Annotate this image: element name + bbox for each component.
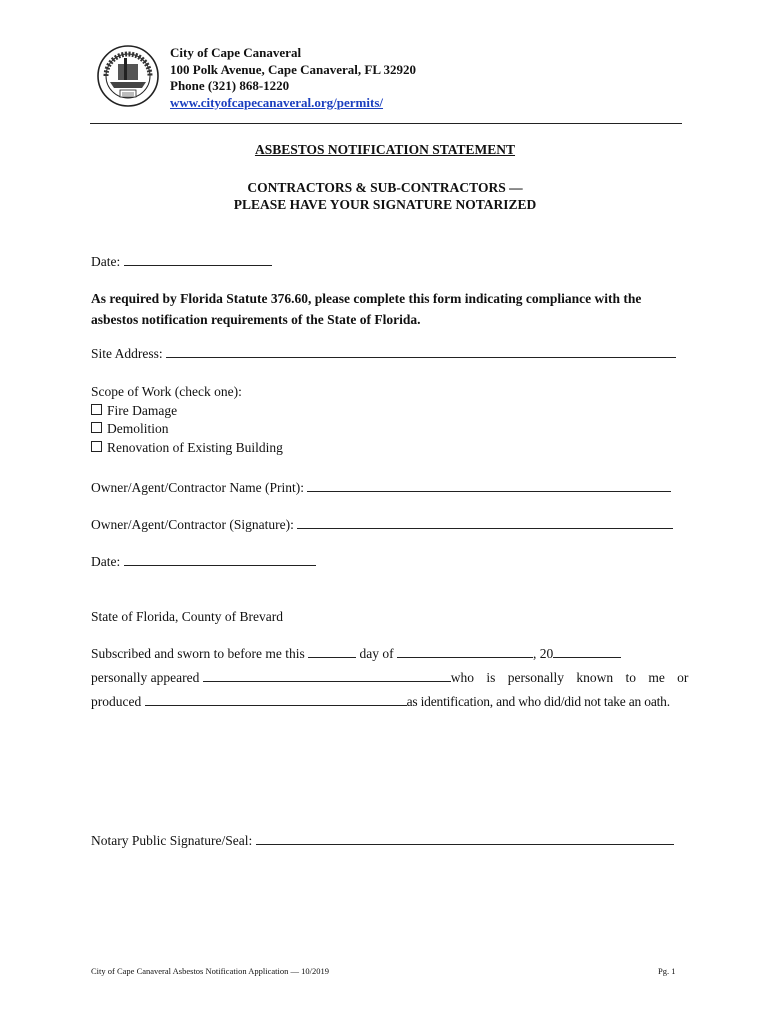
scope-option-demolition[interactable] <box>91 421 169 437</box>
owner-name-label: Owner/Agent/Contractor Name (Print): <box>91 480 304 495</box>
scope-option-renovation[interactable] <box>91 440 283 456</box>
state-county: State of Florida, County of Brevard <box>91 609 283 624</box>
org-address: 100 Polk Avenue, Cape Canaveral, FL 32920 <box>170 61 417 77</box>
known-text: who is personally known to me or <box>450 670 689 685</box>
site-address-field[interactable] <box>166 345 676 358</box>
header-divider <box>90 123 682 124</box>
personally-appeared-text: personally appeared <box>91 670 200 685</box>
sworn-row <box>91 645 621 662</box>
letterhead <box>170 45 416 111</box>
notary-signature-label: Notary Public Signature/Seal: <box>91 833 253 848</box>
date-label: Date: <box>91 254 121 269</box>
date-field[interactable] <box>124 253 272 266</box>
footer-form-id: City of Cape Canaveral Asbestos Notification Application — 10/2019 <box>91 966 329 976</box>
owner-signature-field[interactable] <box>297 516 673 529</box>
city-seal-logo <box>96 44 160 108</box>
owner-name-row <box>91 479 671 496</box>
form-subtitle-line2: PLEASE HAVE YOUR SIGNATURE NOTARIZED <box>233 197 537 212</box>
org-phone: Phone (321) 868-1220 <box>170 78 290 93</box>
scope-label: Scope of Work (check one): <box>91 384 242 399</box>
month-field[interactable] <box>397 645 533 658</box>
scope-option-label: Renovation of Existing Building <box>107 440 283 455</box>
website-link[interactable]: www.cityofcapecanaveral.org/permits/ <box>170 94 384 110</box>
date-row <box>91 253 272 270</box>
form-title: ASBESTOS NOTIFICATION STATEMENT <box>254 142 516 157</box>
signature-date-label: Date: <box>91 554 121 569</box>
checkbox-demolition[interactable] <box>91 422 102 433</box>
identification-field[interactable] <box>145 693 407 706</box>
scope-option-label: Fire Damage <box>107 403 178 418</box>
scope-option-fire-damage[interactable] <box>91 403 177 419</box>
notary-signature-field[interactable] <box>256 832 674 845</box>
checkbox-renovation[interactable] <box>91 441 102 452</box>
personally-appeared-row <box>91 669 689 686</box>
day-field[interactable] <box>308 645 356 658</box>
year-prefix-text: , 20 <box>532 646 554 661</box>
checkbox-fire-damage[interactable] <box>91 404 102 415</box>
owner-name-field[interactable] <box>307 479 671 492</box>
site-address-row <box>91 345 676 362</box>
owner-signature-row <box>91 516 673 533</box>
sworn-text: Subscribed and sworn to before me this <box>91 646 305 661</box>
appeared-name-field[interactable] <box>203 669 451 682</box>
day-of-text: day of <box>359 646 394 661</box>
org-name: City of Cape Canaveral <box>170 45 302 60</box>
form-subtitle-line1: CONTRACTORS & SUB-CONTRACTORS — <box>247 180 523 195</box>
produced-text: produced <box>91 694 142 709</box>
year-field[interactable] <box>553 645 621 658</box>
notary-signature-row <box>91 832 674 849</box>
scope-option-label: Demolition <box>107 421 169 436</box>
signature-date-field[interactable] <box>124 553 316 566</box>
page-number: Pg. 1 <box>658 966 676 976</box>
identification-text: as identification, and who did/did not take an oath. <box>406 694 670 709</box>
owner-signature-label: Owner/Agent/Contractor (Signature): <box>91 517 294 532</box>
compliance-statement: As required by Florida Statute 376.60, please complete this form indicating compliance with the asbestos notification requirements of the State of Florida. <box>91 291 642 327</box>
signature-date-row <box>91 553 316 570</box>
produced-row <box>91 693 670 710</box>
site-address-label: Site Address: <box>91 346 163 361</box>
